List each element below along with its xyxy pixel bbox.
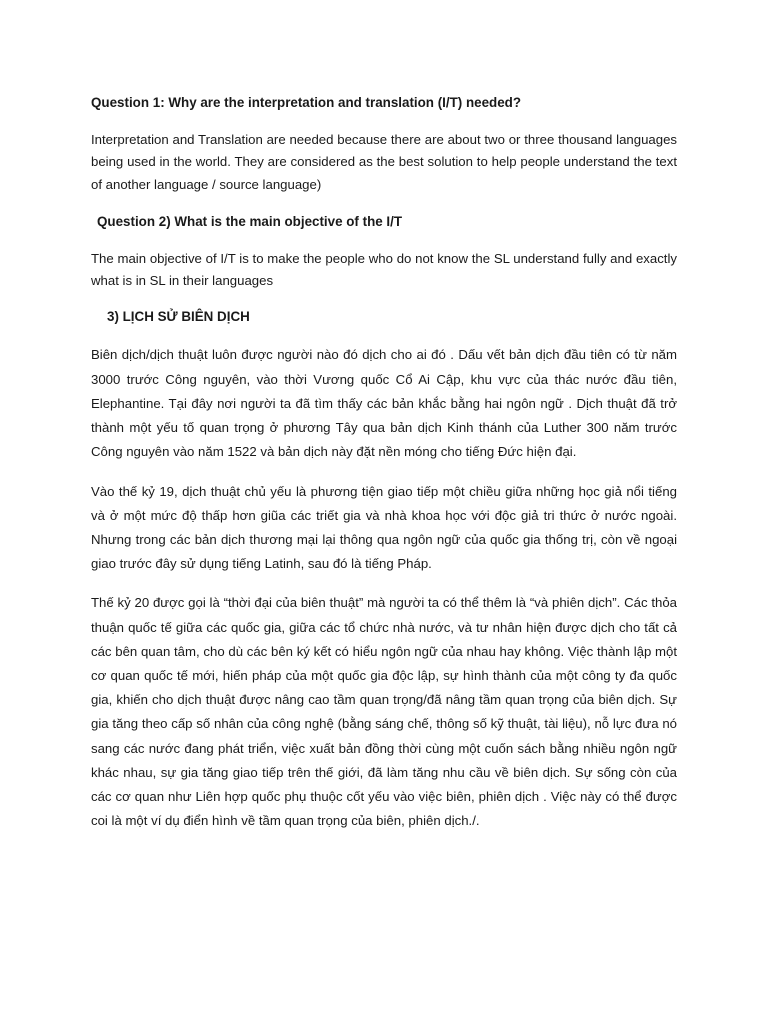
document-body <box>91 92 677 833</box>
question-2-answer: The main objective of I/T is to make the people who do not know the SL understand fully and exactly what is in SL in their languages <box>91 250 677 289</box>
question-1-answer: Interpretation and Translation are needed because there are about two or three thousand languages being used in the world. They are considered as the best solution to help people understand the text of another language / source language) <box>91 132 677 192</box>
question-1-heading: Question 1: Why are the interpretation and translation (I/T) needed? <box>91 95 522 110</box>
section-3-paragraph: Thế kỷ 20 được gọi là “thời đại của biên thuật” mà người ta có thể thêm là “và phiên dịch”. Các thỏa thuận quốc tế giữa các quốc gia, giữa các tổ chức nhà nước, và tư nhân hiện được dịch cho tất cả các bên quan tâm, cho dù các bên ký kết có hiểu ngôn ngữ của nhau hay không. Việc thành lập một cơ quan quốc tế mới, hiến pháp của một quốc gia độc lập, sự hình thành của một công ty đa quốc gia, khiến cho dịch thuật được nâng cao tầm quan trọng/đã nâng tầm quan trọng của biên dịch. Sự gia tăng theo cấp số nhân của công nghệ (bằng sáng chế, thông số kỹ thuật, tài liệu), nỗ lực đưa nó sang các nước đang phát triển, việc xuất bản đồng thời cùng một cuốn sách bằng nhiều ngôn ngữ khác nhau, sự gia tăng giao tiếp trên thế giới, đã làm tăng nhu cầu về biên dịch. Sự sống còn của các cơ quan như Liên hợp quốc phụ thuộc cốt yếu vào việc biên, phiên dịch . Việc này có thể được coi là một ví dụ điển hình về tầm quan trọng của biên, phiên dịch./. <box>91 595 677 829</box>
question-2-heading: Question 2) What is the main objective of the I/T <box>97 213 403 229</box>
section-3-paragraph: Vào thế kỷ 19, dịch thuật chủ yếu là phương tiện giao tiếp một chiều giữa những học giả nổi tiếng và ở một mức độ thấp hơn giũa các triết gia và nhà khoa học với độc giả tri thức ở nước ngoài. Nhưng trong các bản dịch thương mại lại thông qua ngôn ngữ của quốc gia thống trị, còn về ngoại giao trước đây sử dụng tiếng Latinh, sau đó là tiếng Pháp. <box>91 483 677 572</box>
section-3-paragraph: Biên dịch/dịch thuật luôn được người nào đó dịch cho ai đó . Dấu vết bản dịch đầu tiên có từ năm 3000 trước Công nguyên, vào thời Vương quốc Cổ Ai Cập, khu vực của thác nước đầu tiên, Elephantine. Tại đây nơi người ta đã tìm thấy các bản khắc bằng hai ngôn ngữ . Dịch thuật đã trở thành một yếu tố quan trọng ở phương Tây qua bản dịch Kinh thánh của Luther 300 năm trước Công nguyên vào năm 1522 và bản dịch này đặt nền móng cho tiếng Đức hiện đại. <box>91 347 677 460</box>
section-3-heading: 3) LỊCH SỬ BIÊN DỊCH <box>107 309 250 325</box>
